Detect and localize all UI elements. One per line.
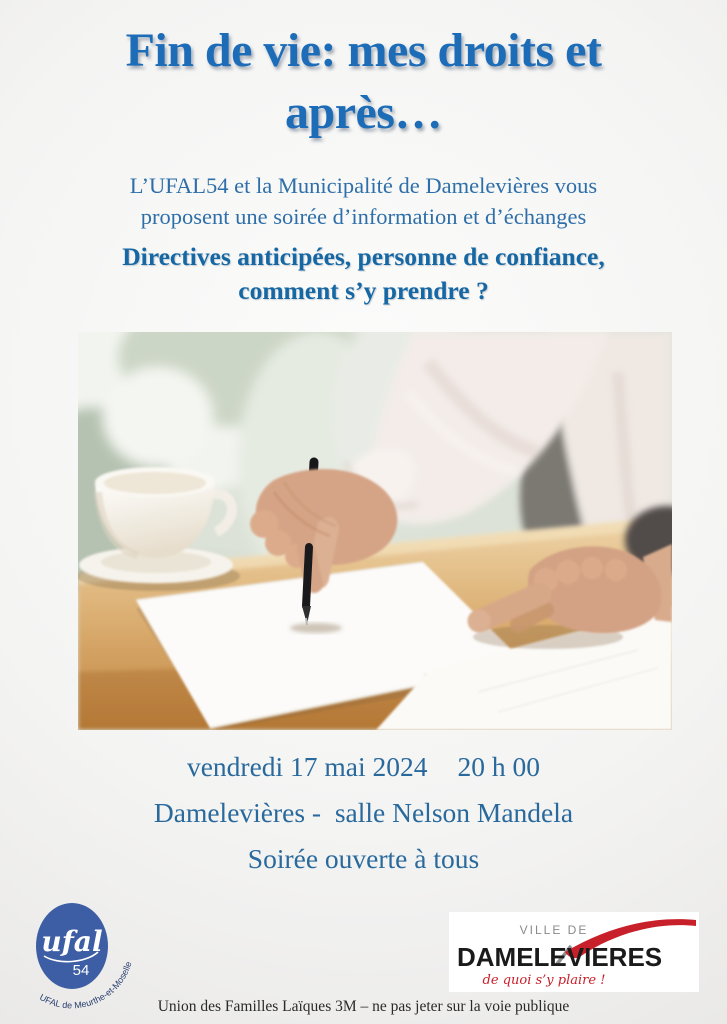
intro-text	[0, 170, 727, 232]
poster-title	[0, 20, 727, 144]
ville-de-label: VILLE DE	[519, 923, 589, 937]
intro-line-1: L’UFAL54 et la Municipalité de Damelevières vous	[129, 173, 598, 198]
ufal-name: ufal	[41, 925, 103, 958]
ufal-arc-label: UFAL de Meurthe-et-Moselle	[37, 960, 134, 1011]
footer-note: Union des Familles Laïques 3M – ne pas jeter sur la voie publique	[157, 998, 570, 1015]
question-line-1: Directives anticipées, personne de confiance,	[122, 242, 605, 271]
question-line-2: comment s’y prendre ?	[238, 276, 489, 305]
city-name: DAMELEVIERES	[457, 942, 663, 972]
event-photo	[78, 332, 672, 730]
event-details	[0, 744, 727, 882]
ufal-number: 54	[72, 962, 90, 979]
city-tagline: de quoi s’y plaire !	[482, 973, 606, 988]
event-open: Soirée ouverte à tous	[247, 843, 480, 874]
title-line-1: Fin de vie: mes droits et	[125, 24, 602, 77]
event-place: Damelevières - salle Nelson Mandela	[153, 797, 574, 828]
event-date-line	[0, 744, 727, 790]
title-line-2: après…	[285, 86, 442, 139]
event-photo-illustration	[78, 332, 672, 730]
intro-line-2: proposent une soirée d’information et d’échanges	[140, 204, 587, 229]
event-date: vendredi 17 mai 2024	[186, 751, 428, 782]
damelevieres-logo	[449, 912, 699, 992]
event-time: 20 h 00	[457, 751, 541, 782]
question-text	[0, 240, 727, 308]
